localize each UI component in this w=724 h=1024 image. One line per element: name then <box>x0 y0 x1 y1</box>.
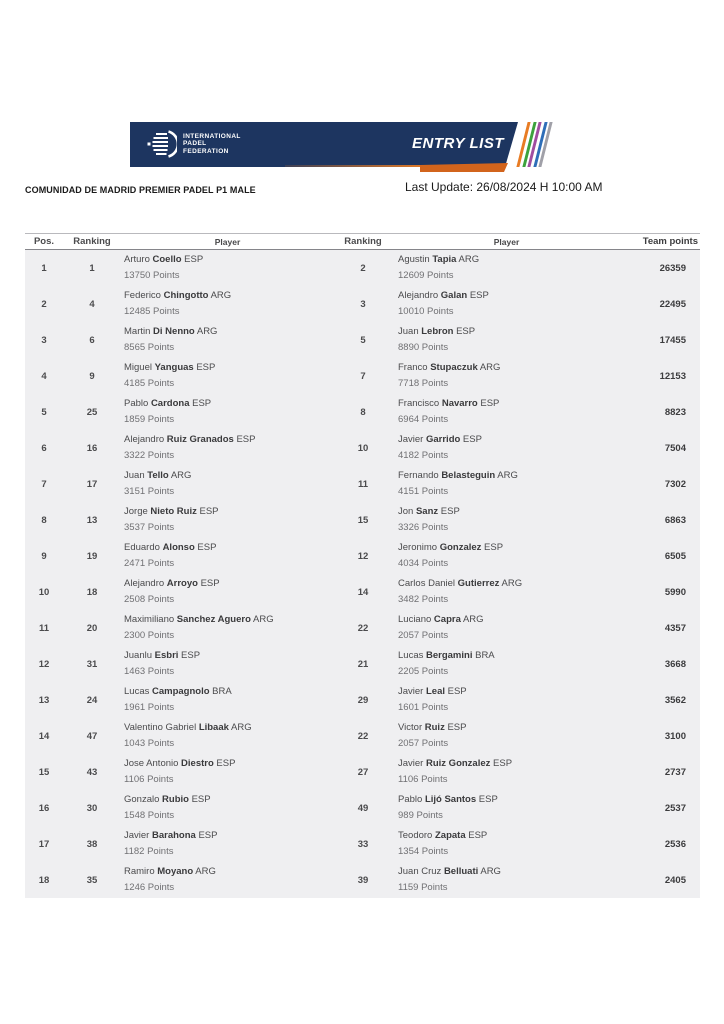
player-1-name: Lucas Campagnolo BRA <box>124 686 232 697</box>
player-2-cell <box>395 398 615 426</box>
table-row <box>25 754 700 790</box>
col-header-player-2: Player <box>493 236 520 247</box>
col-header-ranking-1: Ranking <box>73 236 111 247</box>
player-1-cell <box>121 866 331 894</box>
player-1-name: Federico Chingotto ARG <box>124 290 232 301</box>
last-update-text: Last Update: 26/08/2024 H 10:00 AM <box>405 180 603 194</box>
player-2-name: Javier Garrido ESP <box>398 434 482 445</box>
ranking-1-value: 9 <box>89 370 95 382</box>
player-1-points: 2300 Points <box>124 630 175 641</box>
player-1-name: Gonzalo Rubio ESP <box>124 794 211 805</box>
ranking-2-value: 29 <box>357 694 369 706</box>
player-1-points: 1463 Points <box>124 666 175 677</box>
ranking-1-value: 25 <box>86 406 98 418</box>
player-1-name: Pablo Cardona ESP <box>124 398 212 409</box>
ipf-logo-text <box>183 133 241 156</box>
position-value: 4 <box>41 370 47 382</box>
table-row <box>25 826 700 862</box>
position-value: 8 <box>41 514 47 526</box>
player-1-points: 3537 Points <box>124 522 175 533</box>
player-2-cell <box>395 794 615 822</box>
player-1-name: Ramiro Moyano ARG <box>124 866 216 877</box>
team-points-value: 26359 <box>659 262 686 274</box>
table-row <box>25 610 700 646</box>
ranking-1-value: 17 <box>86 478 98 490</box>
player-1-name: Alejandro Arroyo ESP <box>124 578 220 589</box>
team-points-value: 2536 <box>664 838 686 850</box>
table-row <box>25 466 700 502</box>
team-points-value: 2405 <box>664 874 686 886</box>
player-2-name: Juan Cruz Belluati ARG <box>398 866 501 877</box>
team-points-value: 3100 <box>664 730 686 742</box>
position-value: 7 <box>41 478 47 490</box>
player-2-points: 10010 Points <box>398 306 454 317</box>
logo-line-2: PADEL <box>183 140 207 148</box>
player-2-points: 1601 Points <box>398 702 449 713</box>
entry-list-title: ENTRY LIST <box>412 135 504 152</box>
player-2-cell <box>395 830 615 858</box>
player-2-cell <box>395 866 615 894</box>
ranking-2-value: 7 <box>360 370 366 382</box>
ranking-2-value: 12 <box>357 550 369 562</box>
table-row <box>25 250 700 286</box>
team-points-value: 2537 <box>664 802 686 814</box>
player-2-cell <box>395 290 615 318</box>
table-row <box>25 430 700 466</box>
ranking-1-value: 47 <box>86 730 98 742</box>
ranking-2-value: 10 <box>357 442 369 454</box>
ranking-2-value: 15 <box>357 514 369 526</box>
player-2-points: 3326 Points <box>398 522 449 533</box>
table-row <box>25 322 700 358</box>
player-2-cell <box>395 650 615 678</box>
player-2-name: Teodoro Zapata ESP <box>398 830 488 841</box>
player-2-name: Fernando Belasteguin ARG <box>398 470 518 481</box>
player-2-name: Javier Ruiz Gonzalez ESP <box>398 758 513 769</box>
player-1-points: 3322 Points <box>124 450 175 461</box>
player-1-points: 1859 Points <box>124 414 175 425</box>
player-2-name: Agustin Tapia ARG <box>398 254 480 265</box>
player-2-points: 4034 Points <box>398 558 449 569</box>
table-row <box>25 682 700 718</box>
player-1-name: Jorge Nieto Ruiz ESP <box>124 506 219 517</box>
player-2-name: Jon Sanz ESP <box>398 506 460 517</box>
player-1-name: Martin Di Nenno ARG <box>124 326 218 337</box>
player-2-cell <box>395 758 615 786</box>
padel-ball-icon <box>147 129 177 159</box>
position-value: 12 <box>38 658 50 670</box>
position-value: 17 <box>38 838 50 850</box>
player-2-points: 1159 Points <box>398 882 448 893</box>
header-banner <box>130 122 542 168</box>
player-1-cell <box>121 722 331 750</box>
position-value: 11 <box>38 622 50 634</box>
player-2-cell <box>395 542 615 570</box>
position-value: 16 <box>38 802 50 814</box>
player-1-points: 2508 Points <box>124 594 175 605</box>
player-1-name: Juan Tello ARG <box>124 470 192 481</box>
team-points-value: 3668 <box>664 658 686 670</box>
player-1-name: Valentino Gabriel Libaak ARG <box>124 722 252 733</box>
player-2-cell <box>395 254 615 282</box>
banner-stripes <box>522 122 547 167</box>
table-row <box>25 358 700 394</box>
ranking-2-value: 21 <box>357 658 369 670</box>
table-row <box>25 538 700 574</box>
ranking-2-value: 5 <box>360 334 366 346</box>
player-1-cell <box>121 830 331 858</box>
player-2-name: Javier Leal ESP <box>398 686 467 697</box>
player-2-name: Victor Ruiz ESP <box>398 722 467 733</box>
table-row <box>25 286 700 322</box>
position-value: 5 <box>41 406 47 418</box>
player-2-cell <box>395 722 615 750</box>
player-1-name: Maximiliano Sanchez Aguero ARG <box>124 614 274 625</box>
player-1-points: 12485 Points <box>124 306 180 317</box>
player-1-points: 4185 Points <box>124 378 175 389</box>
table-row <box>25 394 700 430</box>
table-header-row <box>25 233 700 250</box>
player-1-name: Miguel Yanguas ESP <box>124 362 216 373</box>
player-2-cell <box>395 686 615 714</box>
team-points-value: 2737 <box>664 766 686 778</box>
player-1-cell <box>121 578 331 606</box>
ranking-2-value: 2 <box>360 262 366 274</box>
player-1-points: 1246 Points <box>124 882 175 893</box>
player-2-cell <box>395 614 615 642</box>
ranking-1-value: 1 <box>89 262 95 274</box>
ranking-1-value: 4 <box>89 298 95 310</box>
col-header-team-points: Team points <box>642 236 698 247</box>
logo-line-1: INTERNATIONAL <box>183 132 241 140</box>
ranking-2-value: 8 <box>360 406 366 418</box>
player-2-points: 2057 Points <box>398 738 449 749</box>
position-value: 10 <box>38 586 50 598</box>
table-row <box>25 862 700 898</box>
team-points-value: 3562 <box>664 694 686 706</box>
player-1-cell <box>121 650 331 678</box>
player-1-points: 1182 Points <box>124 846 174 857</box>
player-1-cell <box>121 434 331 462</box>
logo-line-3: FEDERATION <box>183 147 229 155</box>
ranking-2-value: 14 <box>357 586 369 598</box>
col-header-pos: Pos. <box>33 236 55 247</box>
table-row <box>25 646 700 682</box>
player-2-cell <box>395 506 615 534</box>
player-2-name: Franco Stupaczuk ARG <box>398 362 501 373</box>
team-points-value: 6863 <box>664 514 686 526</box>
position-value: 3 <box>41 334 47 346</box>
player-2-name: Lucas Bergamini BRA <box>398 650 495 661</box>
player-1-points: 2471 Points <box>124 558 175 569</box>
col-header-ranking-2: Ranking <box>344 236 382 247</box>
col-header-player-1: Player <box>214 236 241 247</box>
player-1-cell <box>121 398 331 426</box>
player-2-cell <box>395 362 615 390</box>
team-points-value: 17455 <box>659 334 686 346</box>
ranking-2-value: 11 <box>357 478 369 490</box>
ranking-1-value: 38 <box>86 838 98 850</box>
ranking-2-value: 27 <box>357 766 369 778</box>
table-row <box>25 790 700 826</box>
table-row <box>25 502 700 538</box>
ranking-1-value: 18 <box>86 586 98 598</box>
player-1-cell <box>121 254 331 282</box>
player-1-name: Arturo Coello ESP <box>124 254 204 265</box>
position-value: 6 <box>41 442 47 454</box>
player-2-points: 12609 Points <box>398 270 454 281</box>
player-2-points: 2057 Points <box>398 630 449 641</box>
player-1-name: Jose Antonio Diestro ESP <box>124 758 236 769</box>
player-2-points: 3482 Points <box>398 594 449 605</box>
player-2-name: Pablo Lijó Santos ESP <box>398 794 498 805</box>
team-points-value: 12153 <box>659 370 686 382</box>
ranking-1-value: 20 <box>86 622 98 634</box>
table-row <box>25 718 700 754</box>
player-2-cell <box>395 578 615 606</box>
player-1-cell <box>121 290 331 318</box>
player-1-name: Eduardo Alonso ESP <box>124 542 217 553</box>
position-value: 1 <box>41 262 47 274</box>
position-value: 9 <box>41 550 47 562</box>
ranking-1-value: 24 <box>86 694 98 706</box>
team-points-value: 6505 <box>664 550 686 562</box>
player-1-points: 1106 Points <box>124 774 174 785</box>
position-value: 13 <box>38 694 50 706</box>
player-1-points: 8565 Points <box>124 342 175 353</box>
player-2-cell <box>395 470 615 498</box>
player-2-points: 4151 Points <box>398 486 449 497</box>
player-2-points: 8890 Points <box>398 342 449 353</box>
table-row <box>25 574 700 610</box>
player-2-name: Francisco Navarro ESP <box>398 398 500 409</box>
player-1-name: Alejandro Ruiz Granados ESP <box>124 434 256 445</box>
player-2-points: 1354 Points <box>398 846 449 857</box>
player-2-points: 2205 Points <box>398 666 449 677</box>
player-2-points: 4182 Points <box>398 450 449 461</box>
player-1-points: 1043 Points <box>124 738 175 749</box>
ranking-1-value: 6 <box>89 334 95 346</box>
ranking-2-value: 3 <box>360 298 366 310</box>
player-2-points: 1106 Points <box>398 774 448 785</box>
player-2-name: Luciano Capra ARG <box>398 614 484 625</box>
table-body <box>25 250 700 898</box>
player-1-cell <box>121 326 331 354</box>
position-value: 14 <box>38 730 50 742</box>
banner-accent-line <box>285 165 430 167</box>
player-1-cell <box>121 794 331 822</box>
ranking-1-value: 19 <box>86 550 98 562</box>
position-value: 15 <box>38 766 50 778</box>
position-value: 18 <box>38 874 50 886</box>
ranking-2-value: 33 <box>357 838 369 850</box>
team-points-value: 7504 <box>664 442 686 454</box>
player-2-points: 989 Points <box>398 810 443 821</box>
ranking-2-value: 39 <box>357 874 369 886</box>
player-1-cell <box>121 614 331 642</box>
ranking-2-value: 22 <box>357 622 369 634</box>
player-2-name: Carlos Daniel Gutierrez ARG <box>398 578 523 589</box>
player-1-name: Juanlu Esbri ESP <box>124 650 201 661</box>
ipf-logo <box>147 129 241 159</box>
ranking-2-value: 22 <box>357 730 369 742</box>
player-1-points: 1961 Points <box>124 702 175 713</box>
ranking-2-value: 49 <box>357 802 369 814</box>
player-2-name: Jeronimo Gonzalez ESP <box>398 542 504 553</box>
player-1-cell <box>121 506 331 534</box>
team-points-value: 8823 <box>664 406 686 418</box>
player-2-cell <box>395 434 615 462</box>
ranking-1-value: 43 <box>86 766 98 778</box>
team-points-value: 5990 <box>664 586 686 598</box>
team-points-value: 7302 <box>664 478 686 490</box>
team-points-value: 22495 <box>659 298 686 310</box>
ranking-1-value: 16 <box>86 442 98 454</box>
player-2-name: Juan Lebron ESP <box>398 326 476 337</box>
ranking-1-value: 13 <box>86 514 98 526</box>
ranking-1-value: 35 <box>86 874 98 886</box>
player-1-points: 13750 Points <box>124 270 180 281</box>
ranking-1-value: 30 <box>86 802 98 814</box>
entry-table <box>25 233 700 898</box>
player-1-cell <box>121 542 331 570</box>
player-2-cell <box>395 326 615 354</box>
player-2-points: 6964 Points <box>398 414 449 425</box>
player-1-name: Javier Barahona ESP <box>124 830 218 841</box>
team-points-value: 4357 <box>664 622 686 634</box>
player-2-name: Alejandro Galan ESP <box>398 290 489 301</box>
player-1-cell <box>121 758 331 786</box>
player-2-points: 7718 Points <box>398 378 449 389</box>
ranking-1-value: 31 <box>86 658 98 670</box>
player-1-cell <box>121 686 331 714</box>
position-value: 2 <box>41 298 47 310</box>
player-1-points: 1548 Points <box>124 810 175 821</box>
player-1-points: 3151 Points <box>124 486 175 497</box>
player-1-cell <box>121 362 331 390</box>
player-1-cell <box>121 470 331 498</box>
event-title: COMUNIDAD DE MADRID PREMIER PADEL P1 MALE <box>25 185 256 195</box>
